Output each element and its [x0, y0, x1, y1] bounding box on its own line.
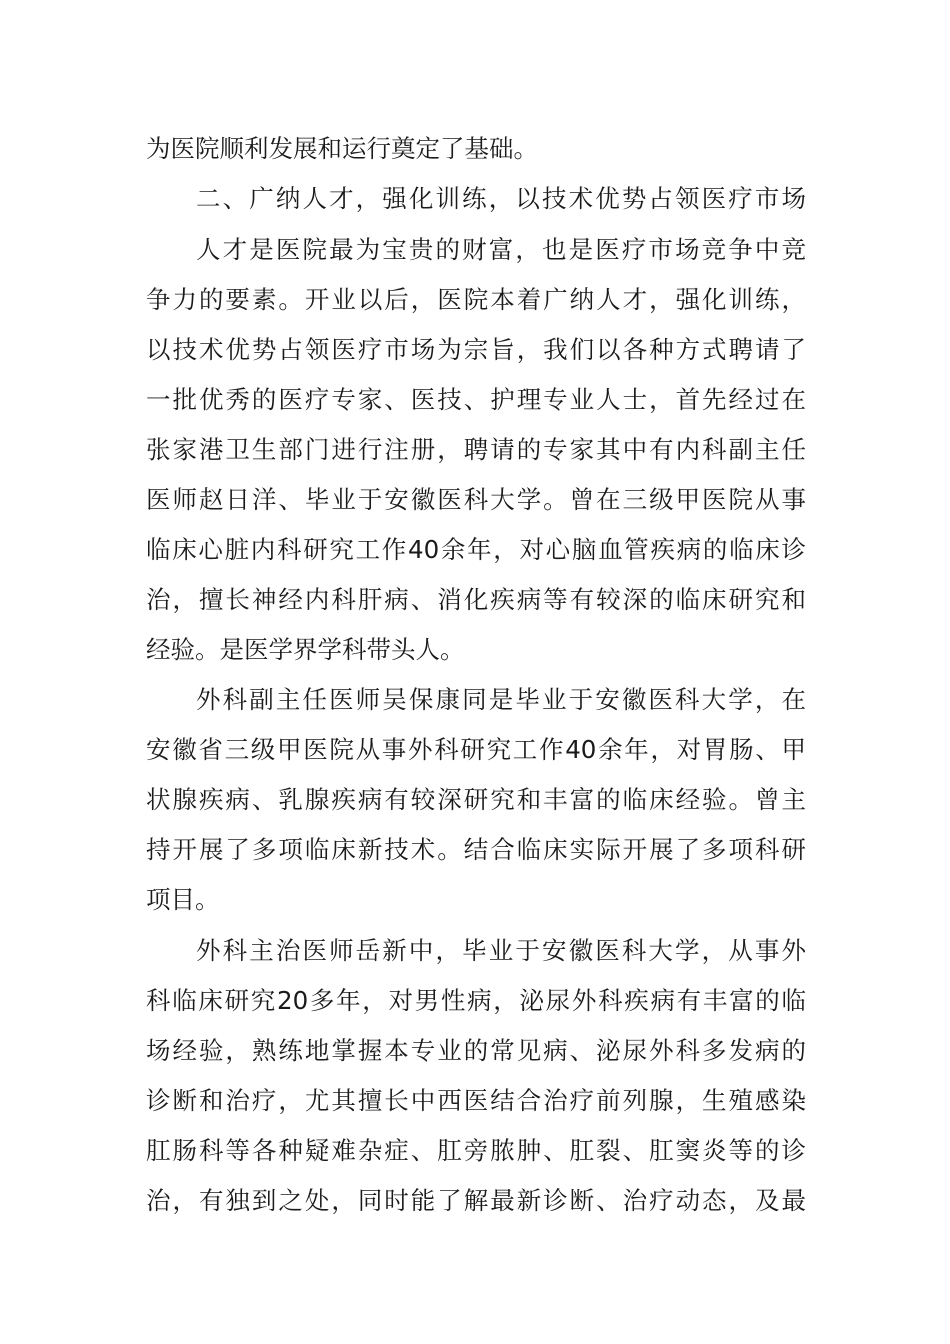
text-line: 科临床研究20多年，对男性病，泌尿外科疾病有丰富的临: [146, 986, 806, 1015]
text-line: 人才是医院最为宝贵的财富，也是医疗市场竞争中竞: [196, 235, 806, 264]
text-line: 肛肠科等各种疑难杂症、肛旁脓肿、肛裂、肛窦炎等的诊: [146, 1136, 806, 1165]
text-line: 为医院顺利发展和运行奠定了基础。: [146, 134, 538, 163]
text-line: 持开展了多项临床新技术。结合临床实际开展了多项科研: [146, 835, 806, 864]
text-line: 医师赵日洋、毕业于安徽医科大学。曾在三级甲医院从事: [146, 485, 806, 514]
text-line: 外科主治医师岳新中，毕业于安徽医科大学，从事外: [196, 936, 806, 965]
text-line: 外科副主任医师吴保康同是毕业于安徽医科大学，在: [196, 685, 806, 714]
text-line: 安徽省三级甲医院从事外科研究工作40余年，对胃肠、甲: [146, 735, 806, 764]
text-line: 诊断和治疗，尤其擅长中西医结合治疗前列腺，生殖感染: [146, 1086, 806, 1115]
text-line: 经验。是医学界学科带头人。: [146, 635, 465, 664]
text-line: 状腺疾病、乳腺疾病有较深研究和丰富的临床经验。曾主: [146, 785, 806, 814]
text-line: 一批优秀的医疗专家、医技、护理专业人士，首先经过在: [146, 385, 806, 414]
text-line: 以技术优势占领医疗市场为宗旨，我们以各种方式聘请了: [146, 335, 806, 364]
text-line: 治，有独到之处，同时能了解最新诊断、治疗动态，及最: [146, 1186, 806, 1215]
text-line: 张家港卫生部门进行注册，聘请的专家其中有内科副主任: [146, 435, 806, 464]
text-line: 临床心脏内科研究工作40余年，对心脑血管疾病的临床诊: [146, 535, 806, 564]
section-heading: 二、广纳人才，强化训练，以技术优势占领医疗市场: [196, 184, 806, 213]
text-line: 治，擅长神经内科肝病、消化疾病等有较深的临床研究和: [146, 585, 806, 614]
text-line: 场经验，熟练地掌握本专业的常见病、泌尿外科多发病的: [146, 1036, 806, 1065]
text-line: 争力的要素。开业以后，医院本着广纳人才，强化训练，: [146, 285, 806, 314]
text-line: 项目。: [146, 885, 220, 914]
